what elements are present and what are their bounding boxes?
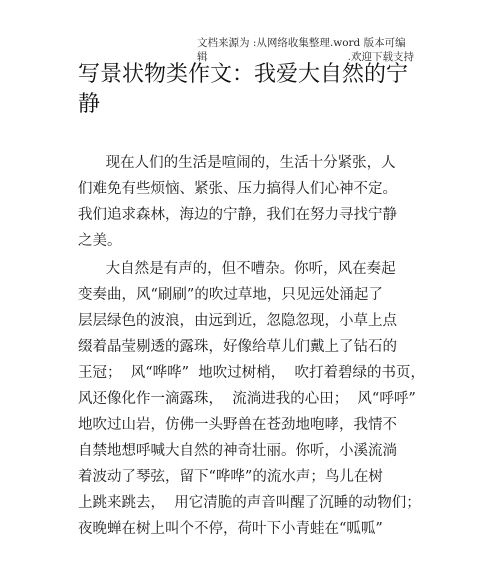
body-line: 缀着晶莹剔透的露珠，好像给草儿们戴上了钻石的 xyxy=(78,339,397,355)
source-note-line-2: 辑 .欢迎下载支持 xyxy=(197,51,415,63)
body-line: 大自然是有声的，但不嘈杂。你听，风在奏起 xyxy=(78,261,396,277)
body-line: 之美。 xyxy=(78,233,122,249)
body-line: 王冠； 风“哗哗” 地吹过树梢， 吹打着碧绿的书页， xyxy=(78,365,425,381)
title-line-1: 写景状物类作文：我爱大自然的宁 xyxy=(78,62,409,87)
body-line: 地吹过山岩，仿佛一头野兽在苍劲地咆哮，我情不 xyxy=(78,417,397,433)
body-line: 我们追求森林，海边的宁静，我们在努力寻找宁静 xyxy=(78,207,397,223)
body-line: 变奏曲，风“刷刷”的吹过草地，只见远处涌起了 xyxy=(78,287,383,303)
body-line: 现在人们的生活是喧闹的，生活十分紧张，人 xyxy=(78,155,396,171)
body-line: 们难免有些烦恼、紧张、压力搞得人们心神不定。 xyxy=(78,181,397,197)
document-title xyxy=(78,60,418,120)
body-line: 层层绿色的波浪，由远到近，忽隐忽现，小草上点 xyxy=(78,313,397,329)
body-line: 自禁地想呼喊大自然的神奇壮丽。你听，小溪流淌 xyxy=(78,443,397,459)
body-line: 风还像化作一滴露珠， 流淌进我的心田； 风“呼呼” xyxy=(78,391,416,407)
body-line: 夜晚蝉在树上叫个不停，荷叶下小青蛙在“呱呱” xyxy=(78,521,383,537)
source-note-line-1: 文档来源为 :从网络收集整理.word 版本可编 xyxy=(197,37,406,49)
title-line-2: 静 xyxy=(78,92,101,117)
body-line: 上跳来跳去， 用它清脆的声音叫醒了沉睡的动物们； xyxy=(78,495,421,511)
body-line: 着波动了琴弦，留下“哗哗”的流水声；鸟儿在树 xyxy=(78,469,383,485)
